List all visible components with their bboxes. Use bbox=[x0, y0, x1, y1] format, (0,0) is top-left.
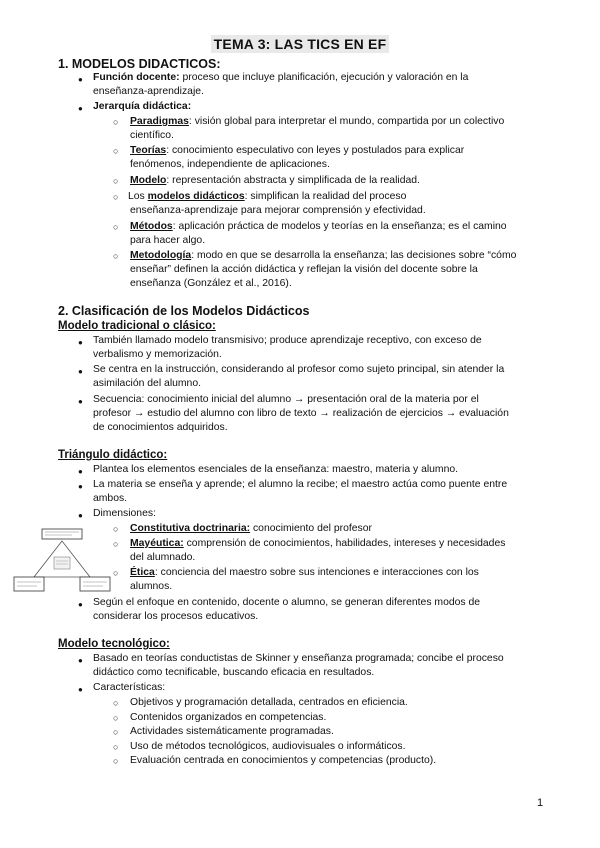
bullet-icon: ● bbox=[78, 656, 83, 665]
page-title: TEMA 3: LAS TICS EN EF bbox=[0, 36, 600, 54]
modelo-line: Modelo: representación abstracta y simplificada de la realidad. bbox=[130, 175, 420, 186]
caracteristica-3: Actividades sistemáticamente programadas. bbox=[130, 726, 334, 737]
tradicional-b1-line-1: También llamado modelo transmisivo; produce aprendizaje receptivo, con exceso de bbox=[93, 335, 482, 346]
triangulo-b2-line-1: La materia se enseña y aprende; el alumno la recibe; el maestro actúa como puente entre bbox=[93, 479, 508, 490]
metodologia-line-1: Metodología: modo en que se desarrolla la enseñanza; las decisiones sobre “cómo bbox=[130, 250, 517, 261]
teorias-line-2: fenómenos, independiente de aplicaciones. bbox=[130, 159, 330, 170]
tecnologico-b1-line-1: Basado en teorías conductistas de Skinner y enseñanza programada; concibe el proceso bbox=[93, 653, 504, 664]
circle-bullet-icon: ○ bbox=[113, 251, 119, 261]
tradicional-b1-line-2: verbalismo y memorización. bbox=[93, 349, 222, 360]
teorias-line-1: Teorías: conocimiento especulativo con leyes y postulados para explicar bbox=[130, 145, 465, 156]
circle-bullet-icon: ○ bbox=[113, 524, 119, 534]
circle-bullet-icon: ○ bbox=[113, 117, 119, 127]
caracteristica-1: Objetivos y programación detallada, centrados en eficiencia. bbox=[130, 697, 408, 708]
page-number: 1 bbox=[537, 797, 544, 809]
circle-bullet-icon: ○ bbox=[113, 176, 119, 186]
bullet-icon: ● bbox=[78, 104, 83, 113]
circle-bullet-icon: ○ bbox=[113, 568, 119, 578]
tradicional-b3-line-1: Secuencia: conocimiento inicial del alumno → presentación oral de la materia por el bbox=[93, 394, 479, 405]
circle-bullet-icon: ○ bbox=[113, 192, 119, 202]
mayeutica-line-2: del alumnado. bbox=[130, 552, 196, 563]
modelo-tecnologico-heading: Modelo tecnológico: bbox=[58, 638, 170, 650]
metodologia-line-3: enseñanza (González et al., 2016). bbox=[130, 278, 292, 289]
etica-line-2: alumnos. bbox=[130, 581, 173, 592]
caracteristica-4: Uso de métodos tecnológicos, audiovisuales o informáticos. bbox=[130, 741, 406, 752]
tradicional-b3-line-3: de conocimientos adquiridos. bbox=[93, 422, 228, 433]
metodos-line-2: para hacer algo. bbox=[130, 235, 206, 246]
circle-bullet-icon: ○ bbox=[113, 756, 119, 766]
funcion-docente-line-2: enseñanza-aprendizaje. bbox=[93, 86, 204, 97]
circle-bullet-icon: ○ bbox=[113, 742, 119, 752]
modelo-tradicional-heading: Modelo tradicional o clásico: bbox=[58, 320, 216, 332]
constitutiva-line: Constitutiva doctrinaria: conocimiento del profesor bbox=[130, 523, 372, 534]
caracteristica-2: Contenidos organizados en competencias. bbox=[130, 712, 327, 723]
bullet-icon: ● bbox=[78, 397, 83, 406]
tecnologico-b2: Características: bbox=[93, 682, 166, 693]
metodologia-line-2: enseñar” definen la acción didáctica y reflejan la visión del docente sobre la bbox=[130, 264, 478, 275]
diagram-left-box bbox=[14, 577, 44, 591]
tradicional-b3-line-2: profesor → estudio del alumno con libro de texto → realización de ejercicios → evaluación bbox=[93, 408, 509, 419]
caracteristica-5: Evaluación centrada en conocimientos y competencias (producto). bbox=[130, 755, 437, 766]
circle-bullet-icon: ○ bbox=[113, 713, 119, 723]
diagram-top-box bbox=[42, 529, 82, 539]
modelos-didacticos-line-2: enseñanza-aprendizaje para mejorar comprensión y efectividad. bbox=[130, 205, 426, 216]
circle-bullet-icon: ○ bbox=[113, 539, 119, 549]
jerarquia-label: Jerarquía didáctica: bbox=[93, 101, 192, 112]
paradigmas-line-2: científico. bbox=[130, 130, 174, 141]
circle-bullet-icon: ○ bbox=[113, 727, 119, 737]
circle-bullet-icon: ○ bbox=[113, 698, 119, 708]
section-2-heading: 2. Clasificación de los Modelos Didácticos bbox=[58, 304, 310, 318]
etica-line-1: Ética: conciencia del maestro sobre sus intenciones e interacciones con los bbox=[130, 567, 479, 578]
triangulo-b3: Dimensiones: bbox=[93, 508, 156, 519]
modelos-didacticos-line-1: Los modelos didácticos: simplifican la realidad del proceso bbox=[128, 191, 407, 202]
diagram-center-box bbox=[54, 557, 70, 569]
triangulo-b4-line-1: Según el enfoque en contenido, docente o alumno, se generan diferentes modos de bbox=[93, 597, 481, 608]
bullet-icon: ● bbox=[78, 482, 83, 491]
metodos-line-1: Métodos: aplicación práctica de modelos y teorías en la enseñanza; es el camino bbox=[130, 221, 507, 232]
circle-bullet-icon: ○ bbox=[113, 146, 119, 156]
bullet-icon: ● bbox=[78, 511, 83, 520]
paradigmas-line-1: Paradigmas: visión global para interpretar el mundo, compartida por un colectivo bbox=[130, 116, 505, 127]
bullet-icon: ● bbox=[78, 467, 83, 476]
triangulo-b1: Plantea los elementos esenciales de la enseñanza: maestro, materia y alumno. bbox=[93, 464, 459, 475]
tecnologico-b1-line-2: didáctico como tecnificable, buscando eficacia en resultados. bbox=[93, 667, 375, 678]
bullet-icon: ● bbox=[78, 75, 83, 84]
bullet-icon: ● bbox=[78, 600, 83, 609]
section-1-heading: 1. MODELOS DIDACTICOS: bbox=[58, 57, 221, 71]
mayeutica-line-1: Mayéutica: comprensión de conocimientos, habilidades, intereses y necesidades bbox=[130, 538, 506, 549]
triangle-diagram-image bbox=[12, 527, 112, 597]
bullet-icon: ● bbox=[78, 338, 83, 347]
diagram-right-box bbox=[80, 577, 110, 591]
triangulo-b2-line-2: ambos. bbox=[93, 493, 128, 504]
tradicional-b2-line-2: asimilación del alumno. bbox=[93, 378, 202, 389]
circle-bullet-icon: ○ bbox=[113, 222, 119, 232]
triangulo-didactico-heading: Triángulo didáctico: bbox=[58, 449, 168, 461]
funcion-docente-line-1: Función docente: proceso que incluye planificación, ejecución y valoración en la bbox=[93, 72, 469, 83]
tradicional-b2-line-1: Se centra en la instrucción, considerando al profesor como sujeto principal, sin atender la bbox=[93, 364, 505, 375]
bullet-icon: ● bbox=[78, 685, 83, 694]
bullet-icon: ● bbox=[78, 367, 83, 376]
triangulo-b4-line-2: considerar los procesos educativos. bbox=[93, 611, 259, 622]
